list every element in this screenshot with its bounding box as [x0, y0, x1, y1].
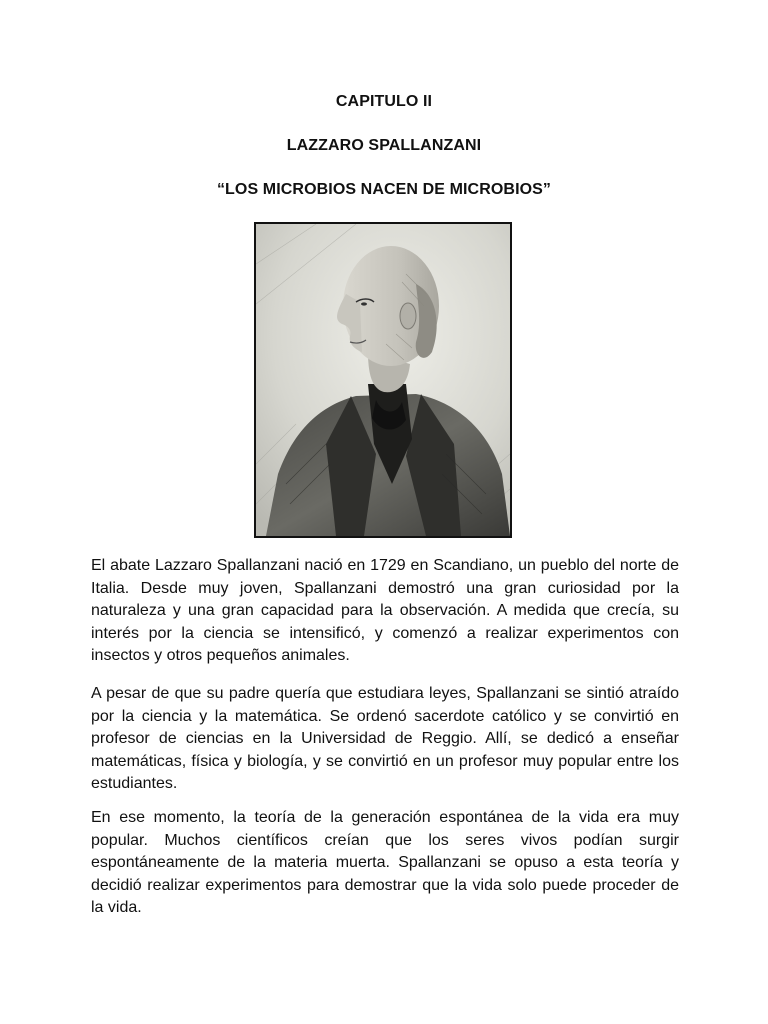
portrait-image — [254, 222, 512, 538]
paragraph-3: En ese momento, la teoría de la generación espontánea de la vida era muy popular. Muchos científicos creían que los seres vivos podían surgir espontáneamente de la materia muerta. Spallanzani se opuso a esta teoría y decidió realizar experimentos para demostrar que la vida solo puede proceder de la vida. — [91, 809, 679, 916]
paragraph-2: A pesar de que su padre quería que estudiara leyes, Spallanzani se sintió atraído por la ciencia y la matemática. Se ordenó sacerdote católico y se convirtió en profesor de ciencias en la Universidad de Reggio. Allí, se dedicó a enseñar matemáticas, física y biología, y se convirtió en un profesor muy popular entre los estudiantes. — [91, 685, 679, 792]
paragraph-1: El abate Lazzaro Spallanzani nació en 1729 en Scandiano, un pueblo del norte de Italia. Desde muy joven, Spallanzani demostró una gran curiosidad por la naturaleza y una gran capacidad para la observación. A medida que crecía, su interés por la ciencia se intensificó, y comenzó a realizar experimentos con insectos y otros pequeños animales. — [91, 557, 679, 664]
chapter-heading: CAPITULO II — [335, 93, 433, 110]
engraved-portrait-icon — [256, 224, 510, 536]
chapter-subtitle: “LOS MICROBIOS NACEN DE MICROBIOS” — [216, 181, 552, 198]
person-name-heading: LAZZARO SPALLANZANI — [286, 137, 482, 154]
